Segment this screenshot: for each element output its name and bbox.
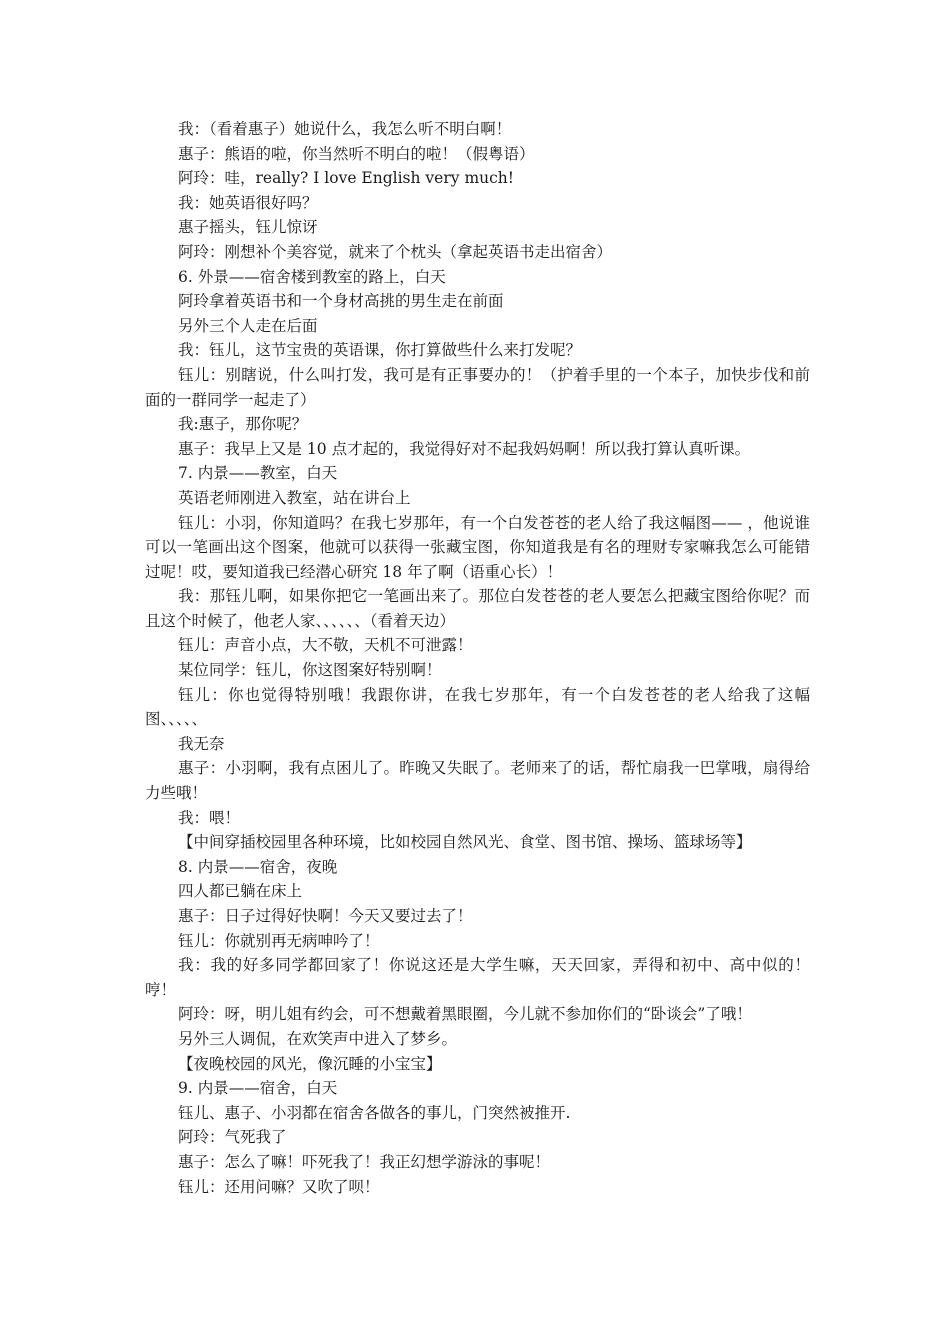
paragraph: 钰儿：你就别再无病呻吟了！ — [178, 931, 380, 950]
paragraph: 我无奈 — [178, 734, 225, 753]
paragraph: 我：钰儿，这节宝贵的英语课，你打算做些什么来打发呢？ — [178, 341, 582, 360]
stage-note: 【夜晚校园的风光，像沉睡的小宝宝】 — [178, 1054, 442, 1073]
paragraph: 另外三个人走在后面 — [178, 316, 318, 335]
paragraph: 惠子：熊语的啦，你当然听不明白的啦！（假粤语） — [178, 144, 535, 163]
paragraph: 我：喂！ — [178, 808, 241, 827]
paragraph: 我：我的好多同学都回家了！你说这还是大学生嘛，天天回家，弄得和初中、高中似的！哼！ — [145, 956, 810, 999]
paragraph: 另外三人调侃，在欢笑声中进入了梦乡。 — [178, 1029, 458, 1048]
scene-heading: 7. 内景——教室，白天 — [178, 464, 338, 483]
paragraph: 英语老师刚进入教室，站在讲台上 — [178, 488, 411, 507]
scene-heading: 6. 外景——宿舍楼到教室的路上，白天 — [178, 267, 446, 286]
paragraph: 钰儿：声音小点，大不敬，天机不可泄露！ — [178, 636, 473, 655]
paragraph: 我:惠子，那你呢？ — [178, 415, 308, 434]
paragraph: 四人都已躺在床上 — [178, 882, 303, 901]
paragraph: 钰儿、惠子、小羽都在宿舍各做各的事儿，门突然被推开. — [178, 1103, 571, 1122]
paragraph: 惠子摇头，钰儿惊讶 — [178, 218, 318, 237]
paragraph: 钰儿：你也觉得特别哦！我跟你讲，在我七岁那年，有一个白发苍苍的老人给我了这幅图、、、、、 — [145, 685, 810, 729]
paragraph: 我：那钰儿啊，如果你把它一笔画出来了。那位白发苍苍的老人要怎么把藏宝图给你呢？而且这个时候了，他老人家、、、、、、（看着天边） — [145, 587, 810, 630]
paragraph: 钰儿：别瞎说，什么叫打发，我可是有正事要办的！（护着手里的一个本子，加快步伐和前面的一群同学一起走了） — [145, 365, 810, 409]
paragraph: 惠子：日子过得好快啊！今天又要过去了！ — [178, 907, 473, 925]
paragraph: 我：（看着惠子）她说什么，我怎么听不明白啊！ — [178, 120, 512, 138]
paragraph: 阿玲：哇，really? I love English very much! — [178, 169, 515, 188]
paragraph: 惠子：我早上又是 10 点才起的，我觉得好对不起我妈妈啊！所以我打算认真听课。 — [178, 439, 751, 458]
paragraph: 惠子：怎么了嘛！吓死我了！我正幻想学游泳的事呢！ — [178, 1152, 551, 1171]
paragraph: 阿玲：刚想补个美容觉，就来了个枕头（拿起英语书走出宿舍） — [178, 242, 613, 261]
paragraph: 惠子：小羽啊，我有点困儿了。昨晚又失眠了。老师来了的话，帮忙扇我一巴掌哦，扇得给力些哦！ — [145, 759, 810, 803]
script-text-body — [145, 117, 810, 1199]
paragraph: 某位同学：钰儿，你这图案好特别啊！ — [178, 661, 442, 680]
paragraph: 钰儿：小羽，你知道吗？在我七岁那年，有一个白发苍苍的老人给了我这幅图—— ，他说谁可以一笔画出这个图案，他就可以获得一张藏宝图，你知道我是有名的理财专家嘛我怎么可能错过呢！哎，要知道我已经潜心研究 18 年了啊（语重心长）！ — [145, 513, 810, 581]
scene-heading: 9. 内景——宿舍，白天 — [178, 1079, 338, 1098]
paragraph: 我：她英语很好吗？ — [178, 193, 318, 212]
paragraph: 阿玲：气死我了 — [178, 1128, 287, 1147]
paragraph: 阿玲：呀，明儿姐有约会，可不想戴着黑眼圈，今儿就不参加你们的“卧谈会”了哦！ — [178, 1005, 752, 1024]
stage-note: 【中间穿插校园里各种环境，比如校园自然风光、食堂、图书馆、操场、篮球场等】 — [178, 833, 752, 852]
paragraph: 钰儿：还用问嘛？又吹了呗！ — [178, 1177, 380, 1196]
scene-heading: 8. 内景——宿舍，夜晚 — [178, 857, 338, 876]
paragraph: 阿玲拿着英语书和一个身材高挑的男生走在前面 — [178, 292, 504, 311]
